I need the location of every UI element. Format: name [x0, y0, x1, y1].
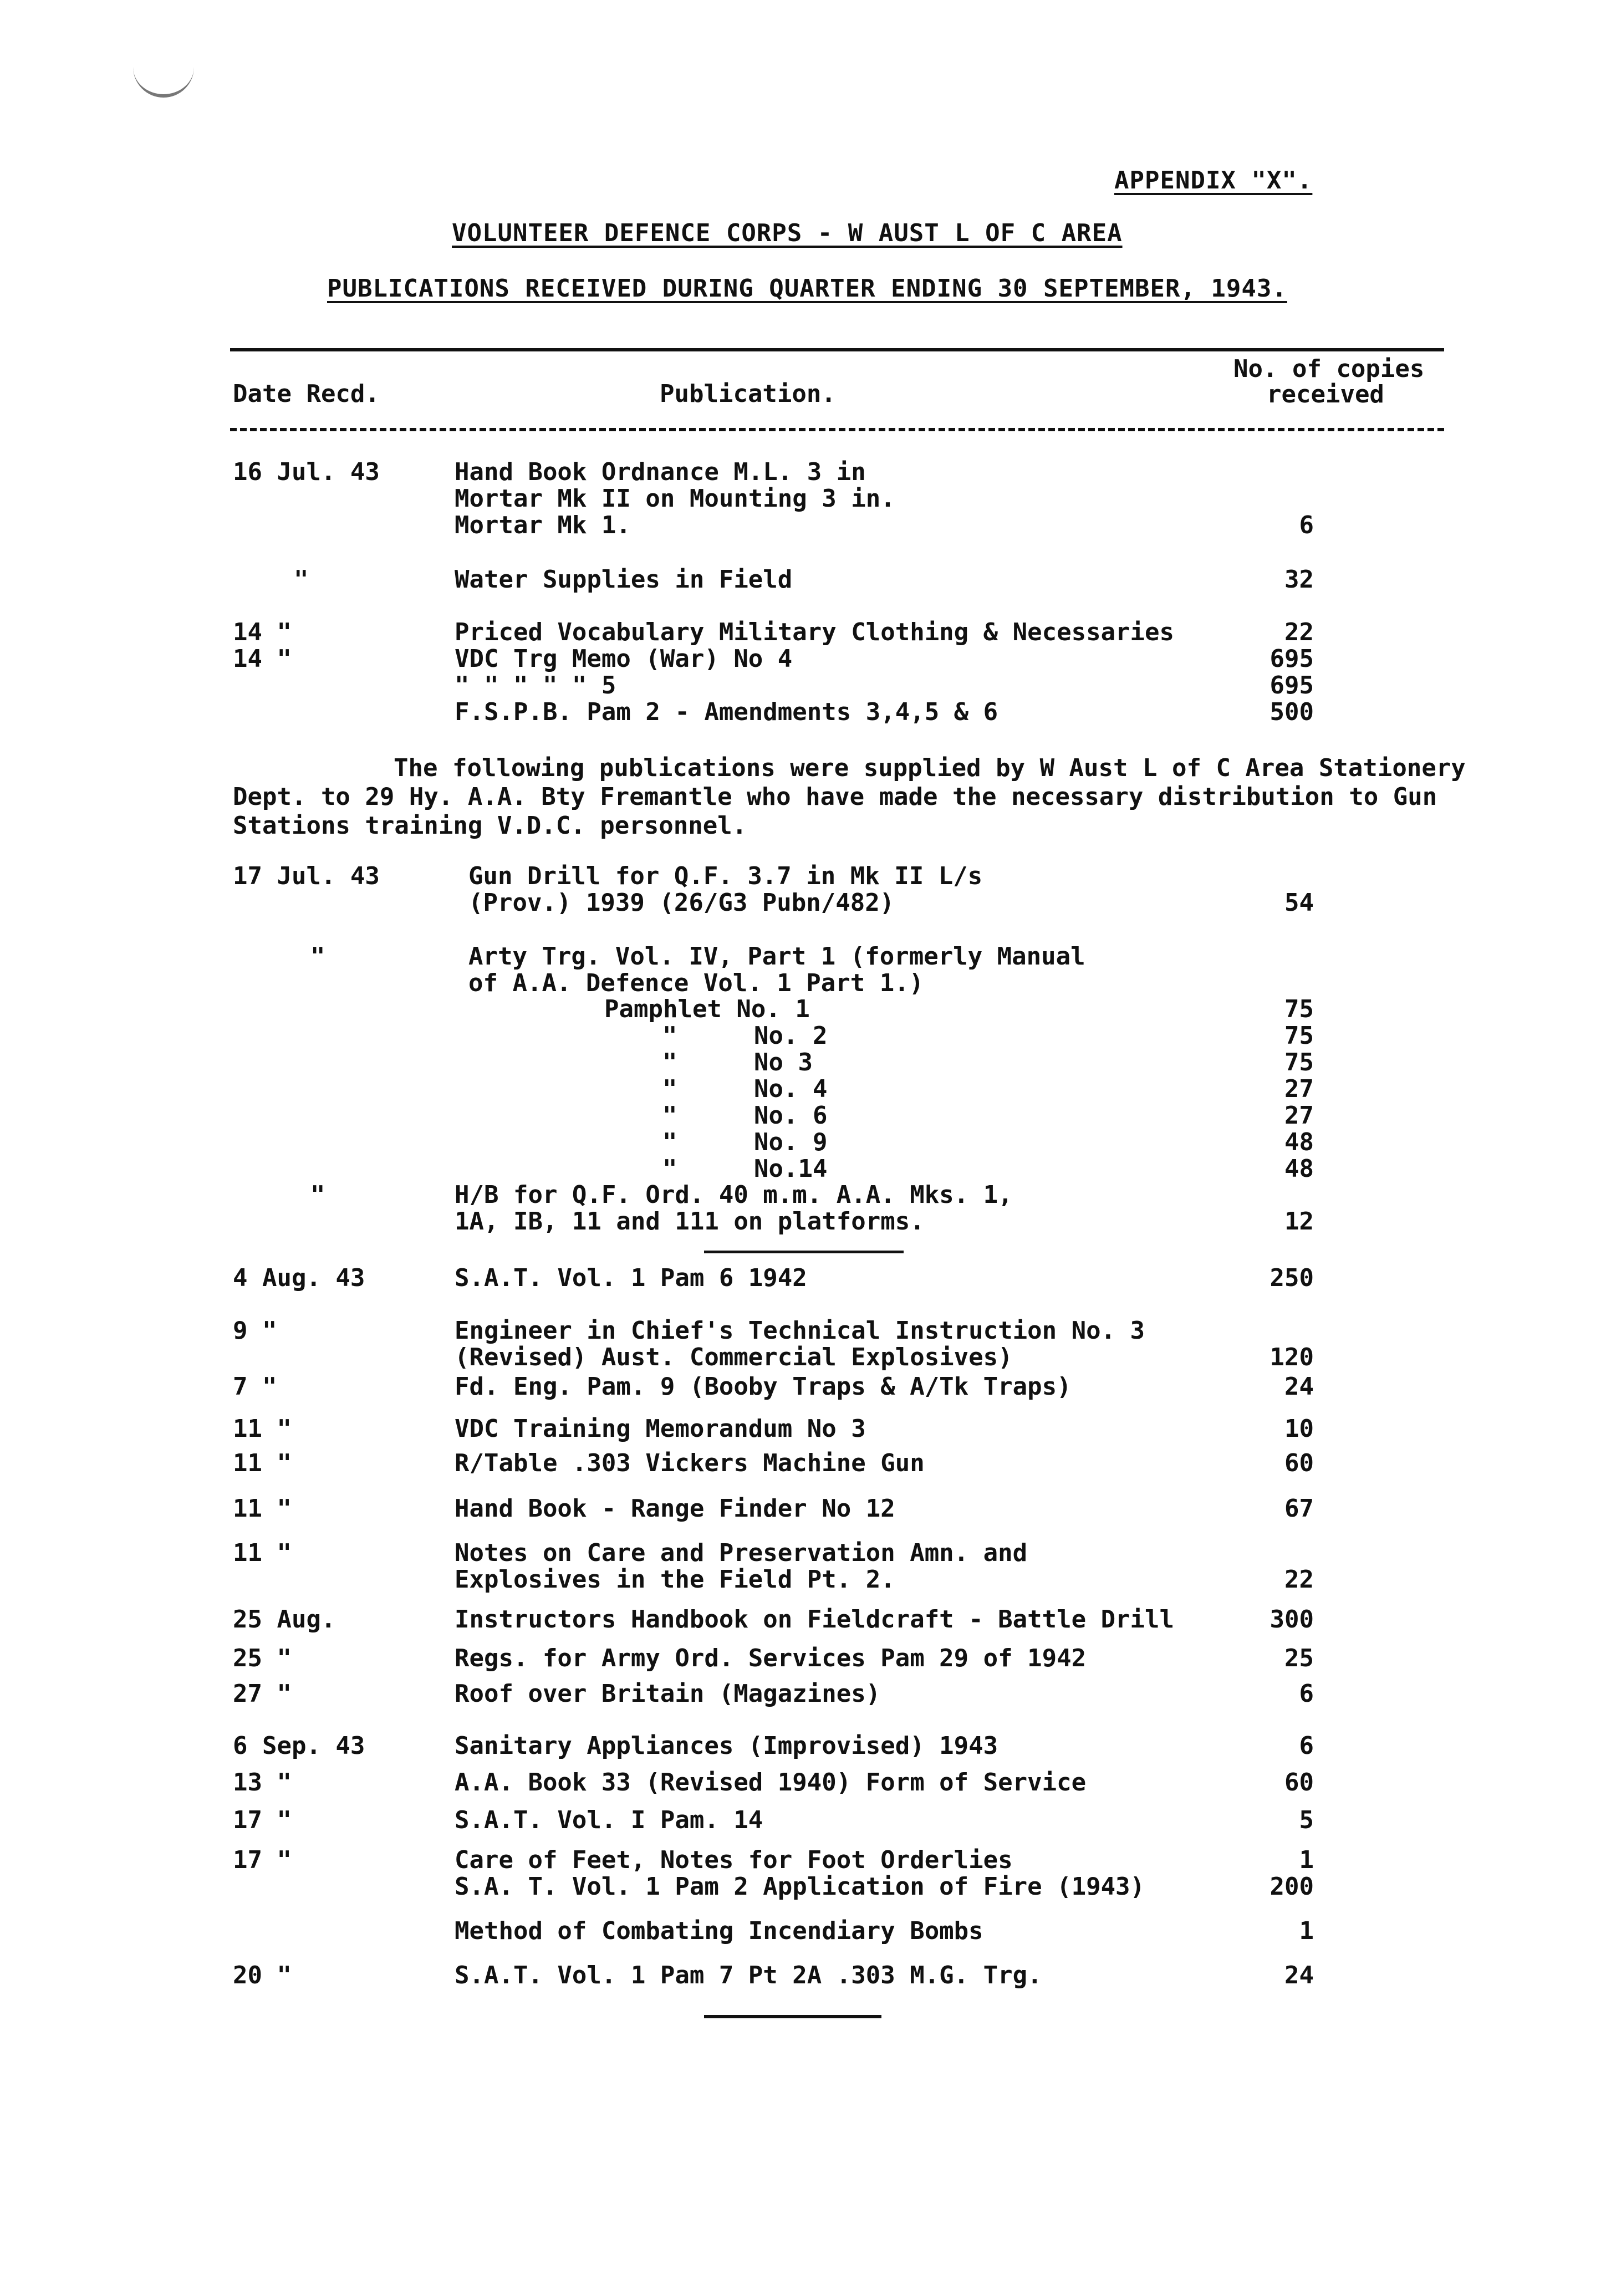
entry-copies: 695: [1269, 645, 1314, 673]
entry-publication-line: S.A.T. Vol. 1 Pam 7 Pt 2A .303 M.G. Trg.: [455, 1961, 1042, 1989]
entry-date: 25 Aug.: [233, 1605, 336, 1634]
entry-date: 7 ": [233, 1373, 277, 1401]
entry-publication-line: S.A.T. Vol. 1 Pam 6 1942: [455, 1264, 807, 1292]
entry-publication-line: S.A.T. Vol. I Pam. 14: [455, 1806, 763, 1834]
pamphlet-number: No. 2: [754, 1022, 828, 1050]
entry-copies: 200: [1269, 1872, 1314, 1901]
entry-copies: 12: [1284, 1207, 1314, 1236]
ditto-mark: ": [662, 1101, 677, 1130]
entry-publication-line: VDC Trg Memo (War) No 4: [455, 645, 793, 673]
appendix-label: APPENDIX "X".: [1114, 166, 1313, 195]
pamphlet-number: No. 9: [754, 1128, 828, 1156]
entry-copies: 1: [1299, 1917, 1314, 1945]
entry-copies: 32: [1284, 565, 1314, 594]
end-rule: [704, 2015, 881, 2018]
entry-copies: 120: [1269, 1343, 1314, 1371]
entry-publication-line: Water Supplies in Field: [455, 565, 793, 594]
entry-date: 11 ": [233, 1494, 292, 1523]
entry-copies: 25: [1284, 1644, 1314, 1672]
entry-copies: 60: [1284, 1768, 1314, 1797]
entry-publication-line: Mortar Mk II on Mounting 3 in.: [455, 484, 895, 513]
entry-date: 14 ": [233, 618, 292, 646]
entry-publication-line: Method of Combating Incendiary Bombs: [455, 1917, 983, 1945]
entry-date: 17 Jul. 43: [233, 862, 380, 890]
entry-copies: 1: [1299, 1846, 1314, 1874]
entry-date: 4 Aug. 43: [233, 1264, 365, 1292]
note-paragraph: [233, 754, 1508, 840]
ditto-mark: ": [662, 1155, 677, 1183]
entry-publication-line: Explosives in the Field Pt. 2.: [455, 1565, 895, 1594]
pamphlet-copies: 48: [1284, 1128, 1314, 1156]
table-top-rule: [230, 348, 1444, 351]
column-header-copies-1: No. of copies: [1233, 355, 1425, 383]
entry-publication-line: Notes on Care and Preservation Amn. and: [455, 1539, 1028, 1567]
entry-publication-line: Care of Feet, Notes for Foot Orderlies: [455, 1846, 1013, 1874]
header-dashed-rule: [230, 428, 1444, 431]
entry-date: 27 ": [233, 1680, 292, 1708]
note-paragraph-text: The following publications were supplied by W Aust L of C Area Stationery Dept. to 29 Hy. A.A. Bty Fremantle who have made the necessary distribution to Gun Stations training V.D.C. personnel.: [233, 754, 1466, 840]
entry-publication-line: H/B for Q.F. Ord. 40 m.m. A.A. Mks. 1,: [455, 1181, 1013, 1209]
entry-copies: 695: [1269, 671, 1314, 700]
pamphlet-copies: 27: [1284, 1101, 1314, 1130]
ditto-mark: ": [662, 1075, 677, 1103]
entry-publication-line: Fd. Eng. Pam. 9 (Booby Traps & A/Tk Traps): [455, 1373, 1072, 1401]
pamphlet-copies: 75: [1284, 995, 1314, 1023]
entry-copies: 6: [1299, 1732, 1314, 1760]
entry-copies: 5: [1299, 1806, 1314, 1834]
punch-hole-mark: [133, 55, 194, 98]
entry-date: ": [310, 942, 325, 971]
pamphlet-number: No 3: [754, 1048, 813, 1076]
entry-publication-line: Arty Trg. Vol. IV, Part 1 (formerly Manual: [468, 942, 1085, 971]
entry-copies: 67: [1284, 1494, 1314, 1523]
entry-publication-line: A.A. Book 33 (Revised 1940) Form of Service: [455, 1768, 1087, 1797]
entry-date: 11 ": [233, 1415, 292, 1443]
entry-date: 17 ": [233, 1806, 292, 1834]
entry-publication-line: Gun Drill for Q.F. 3.7 in Mk II L/s: [468, 862, 983, 890]
entry-copies: 6: [1299, 1680, 1314, 1708]
entry-publication-line: of A.A. Defence Vol. 1 Part 1.): [468, 969, 924, 997]
entry-date: 11 ": [233, 1449, 292, 1477]
pamphlet-copies: 75: [1284, 1048, 1314, 1076]
entry-copies: 24: [1284, 1961, 1314, 1989]
entry-date: 14 ": [233, 645, 292, 673]
entry-date: 25 ": [233, 1644, 292, 1672]
entry-publication-line: Roof over Britain (Magazines): [455, 1680, 881, 1708]
entry-publication-line: Instructors Handbook on Fieldcraft - Battle Drill: [455, 1605, 1175, 1634]
ditto-mark: ": [662, 1128, 677, 1156]
pamphlet-number: No.14: [754, 1155, 828, 1183]
entry-publication-line: S.A. T. Vol. 1 Pam 2 Application of Fire (1943): [455, 1872, 1145, 1901]
entry-publication-line: F.S.P.B. Pam 2 - Amendments 3,4,5 & 6: [455, 698, 998, 726]
section-underline: [704, 1251, 904, 1253]
entry-publication-line: Mortar Mk 1.: [455, 511, 631, 539]
entry-publication-line: 1A, IB, 11 and 111 on platforms.: [455, 1207, 925, 1236]
entry-copies: 500: [1269, 698, 1314, 726]
entry-copies: 54: [1284, 889, 1314, 917]
entry-date: 6 Sep. 43: [233, 1732, 365, 1760]
pamphlet-number: Pamphlet No. 1: [604, 995, 810, 1023]
entry-publication-line: (Revised) Aust. Commercial Explosives): [455, 1343, 1013, 1371]
pamphlet-number: No. 6: [754, 1101, 828, 1130]
entry-date: 20 ": [233, 1961, 292, 1989]
title-line-2: PUBLICATIONS RECEIVED DURING QUARTER ENDING 30 SEPTEMBER, 1943.: [327, 274, 1287, 303]
entry-publication-line: Hand Book Ordnance M.L. 3 in: [455, 458, 866, 486]
column-header-copies-2: received: [1267, 380, 1384, 409]
entry-copies: 250: [1269, 1264, 1314, 1292]
pamphlet-copies: 27: [1284, 1075, 1314, 1103]
column-header-publication: Publication.: [660, 380, 836, 408]
entry-copies: 22: [1284, 618, 1314, 646]
entry-publication-line: " " " " " 5: [455, 671, 616, 700]
entry-copies: 60: [1284, 1449, 1314, 1477]
entry-date: 17 ": [233, 1846, 292, 1874]
entry-date: 16 Jul. 43: [233, 458, 380, 486]
entry-publication-line: Priced Vocabulary Military Clothing & Necessaries: [455, 618, 1175, 646]
entry-publication-line: VDC Training Memorandum No 3: [455, 1415, 866, 1443]
ditto-mark: ": [662, 1048, 677, 1076]
pamphlet-number: No. 4: [754, 1075, 828, 1103]
entry-publication-line: Engineer in Chief's Technical Instruction No. 3: [455, 1317, 1145, 1345]
entry-copies: 300: [1269, 1605, 1314, 1634]
entry-publication-line: Sanitary Appliances (Improvised) 1943: [455, 1732, 998, 1760]
entry-date: 9 ": [233, 1317, 277, 1345]
entry-copies: 24: [1284, 1373, 1314, 1401]
entry-date: 13 ": [233, 1768, 292, 1797]
entry-copies: 6: [1299, 511, 1314, 539]
column-header-date: Date Recd.: [233, 380, 380, 408]
entry-copies: 10: [1284, 1415, 1314, 1443]
entry-publication-line: Regs. for Army Ord. Services Pam 29 of 1942: [455, 1644, 1087, 1672]
entry-publication-line: R/Table .303 Vickers Machine Gun: [455, 1449, 925, 1477]
entry-date: ": [294, 565, 309, 594]
entry-publication-line: Hand Book - Range Finder No 12: [455, 1494, 895, 1523]
entry-date: ": [310, 1181, 325, 1209]
title-line-1: VOLUNTEER DEFENCE CORPS - W AUST L OF C AREA: [452, 219, 1123, 247]
pamphlet-copies: 48: [1284, 1155, 1314, 1183]
entry-copies: 22: [1284, 1565, 1314, 1594]
ditto-mark: ": [662, 1022, 677, 1050]
entry-date: 11 ": [233, 1539, 292, 1567]
entry-publication-line: (Prov.) 1939 (26/G3 Pubn/482): [468, 889, 895, 917]
pamphlet-copies: 75: [1284, 1022, 1314, 1050]
